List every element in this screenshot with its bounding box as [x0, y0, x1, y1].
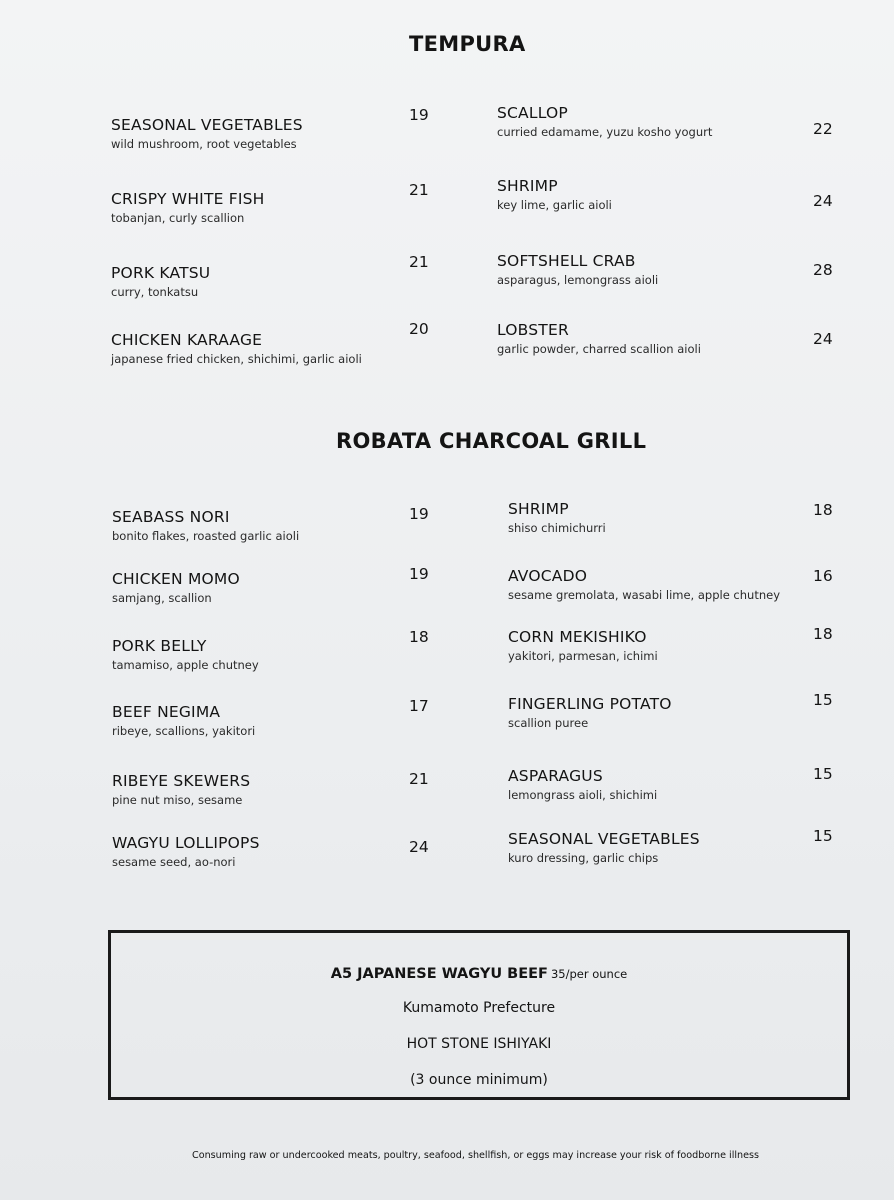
- item-desc: japanese fried chicken, shichimi, garlic aioli: [111, 352, 362, 366]
- item-desc: pine nut miso, sesame: [112, 793, 243, 807]
- item-name: SHRIMP: [508, 500, 569, 518]
- item-price: 17: [409, 697, 429, 715]
- item-desc: sesame gremolata, wasabi lime, apple chutney: [508, 588, 781, 602]
- menu-item: [112, 570, 240, 605]
- item-desc: ribeye, scallions, yakitori: [112, 724, 256, 738]
- menu-item: [497, 177, 612, 212]
- item-desc: wild mushroom, root vegetables: [111, 137, 297, 151]
- item-desc: shiso chimichurri: [508, 521, 606, 535]
- item-desc: scallion puree: [508, 716, 589, 730]
- item-price: 15: [813, 691, 833, 709]
- menu-item: [508, 695, 672, 730]
- item-desc: samjang, scallion: [112, 591, 212, 605]
- item-name: SEASONAL VEGETABLES: [111, 116, 303, 134]
- wagyu-minimum: (3 ounce minimum): [410, 1072, 548, 1088]
- item-price: 21: [409, 770, 429, 788]
- item-price: 18: [813, 501, 833, 519]
- item-price: 24: [813, 192, 833, 210]
- item-price: 24: [409, 838, 429, 856]
- wagyu-style: HOT STONE ISHIYAKI: [406, 1036, 552, 1052]
- item-name: SEABASS NORI: [112, 508, 230, 526]
- wagyu-title: A5 JAPANESE WAGYU BEEF: [330, 966, 548, 982]
- wagyu-origin: Kumamoto Prefecture: [402, 1000, 556, 1016]
- item-price: 15: [813, 827, 833, 845]
- menu-item: [111, 116, 303, 151]
- item-name: SOFTSHELL CRAB: [497, 252, 636, 270]
- item-price: 20: [409, 320, 429, 338]
- tempura-title: TEMPURA: [409, 32, 526, 56]
- menu-item: [497, 321, 701, 356]
- item-price: 19: [409, 106, 429, 124]
- menu-item: [508, 628, 658, 663]
- menu-item: [112, 834, 260, 869]
- menu-item: [112, 508, 299, 543]
- menu-item: [497, 104, 712, 139]
- item-name: PORK BELLY: [112, 637, 207, 655]
- menu-item: [112, 703, 255, 738]
- foodborne-disclaimer: Consuming raw or undercooked meats, poultry, seafood, shellfish, or eggs may increase your risk of foodborne illness: [192, 1150, 760, 1161]
- item-name: BEEF NEGIMA: [112, 703, 221, 721]
- item-desc: lemongrass aioli, shichimi: [508, 788, 658, 802]
- menu-item: [111, 190, 265, 225]
- wagyu-title-row: [111, 963, 847, 982]
- item-name: ASPARAGUS: [508, 767, 603, 785]
- menu-item: [508, 500, 606, 535]
- item-desc: tamamiso, apple chutney: [112, 658, 259, 672]
- item-price: 22: [813, 120, 833, 138]
- item-desc: bonito flakes, roasted garlic aioli: [112, 529, 300, 543]
- item-name: PORK KATSU: [111, 264, 211, 282]
- item-desc: yakitori, parmesan, ichimi: [508, 649, 658, 663]
- item-desc: kuro dressing, garlic chips: [508, 851, 659, 865]
- item-name: LOBSTER: [497, 321, 569, 339]
- menu-item: [497, 252, 658, 287]
- robata-title: ROBATA CHARCOAL GRILL: [336, 429, 647, 453]
- menu-item: [508, 830, 700, 865]
- item-desc: asparagus, lemongrass aioli: [497, 273, 659, 287]
- item-name: CHICKEN KARAAGE: [111, 331, 263, 349]
- menu-item: [508, 567, 780, 602]
- item-name: FINGERLING POTATO: [508, 695, 672, 713]
- item-price: 19: [409, 505, 429, 523]
- wagyu-feature-box: [108, 930, 850, 1100]
- item-desc: curried edamame, yuzu kosho yogurt: [497, 125, 713, 139]
- item-price: 21: [409, 181, 429, 199]
- item-price: 18: [409, 628, 429, 646]
- item-price: 19: [409, 565, 429, 583]
- item-name: WAGYU LOLLIPOPS: [112, 834, 260, 852]
- menu-item: [112, 637, 259, 672]
- item-price: 18: [813, 625, 833, 643]
- item-desc: key lime, garlic aioli: [497, 198, 612, 212]
- item-price: 28: [813, 261, 833, 279]
- item-name: CORN MEKISHIKO: [508, 628, 647, 646]
- menu-item: [111, 331, 362, 366]
- item-name: RIBEYE SKEWERS: [112, 772, 251, 790]
- item-desc: garlic powder, charred scallion aioli: [497, 342, 701, 356]
- item-desc: tobanjan, curly scallion: [111, 211, 245, 225]
- item-desc: curry, tonkatsu: [111, 285, 199, 299]
- item-name: CRISPY WHITE FISH: [111, 190, 265, 208]
- item-price: 15: [813, 765, 833, 783]
- item-desc: sesame seed, ao-nori: [112, 855, 236, 869]
- menu-item: [508, 767, 657, 802]
- item-price: 16: [813, 567, 833, 585]
- menu-item: [112, 772, 250, 807]
- item-name: CHICKEN MOMO: [112, 570, 240, 588]
- item-price: 21: [409, 253, 429, 271]
- item-name: SHRIMP: [497, 177, 558, 195]
- item-name: AVOCADO: [508, 567, 588, 585]
- item-name: SEASONAL VEGETABLES: [508, 830, 700, 848]
- item-name: SCALLOP: [497, 104, 568, 122]
- menu-item: [111, 264, 210, 299]
- item-price: 24: [813, 330, 833, 348]
- wagyu-price: 35/per ounce: [550, 967, 628, 981]
